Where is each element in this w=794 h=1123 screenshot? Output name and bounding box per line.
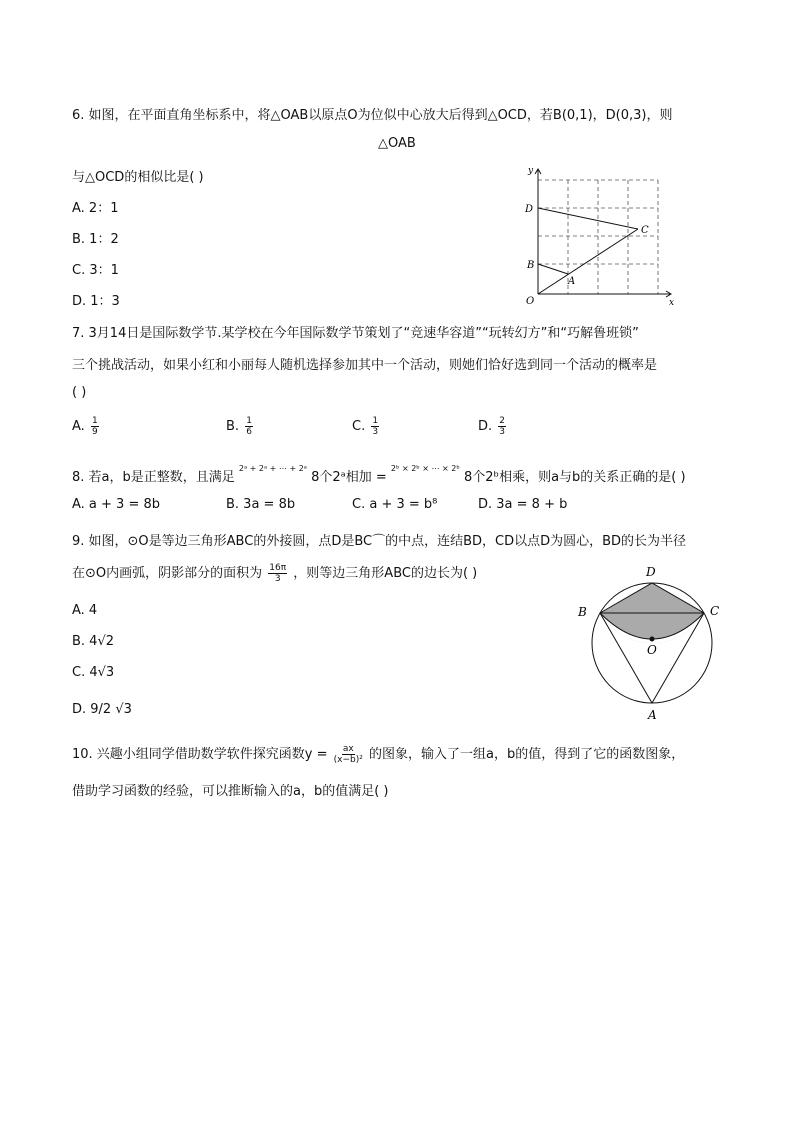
q9-line2-post: ，则等边三角形ABC的边长为( ) (293, 566, 478, 581)
q9-line2 (72, 562, 477, 584)
q9-option-a: A. 4 (72, 603, 98, 618)
q8-option-a: A. a + 3 = 8b (72, 497, 161, 512)
q6-label-b: B (527, 260, 535, 271)
q8-sum-expression: 2ᵃ + 2ᵃ + ⋯ + 2ᵃ (238, 464, 307, 473)
q6-label-c: C (641, 225, 649, 236)
q7-line3: ( ) (72, 385, 87, 400)
q9-label-a: A (648, 708, 657, 722)
q6-line1: 6. 如图，在平面直角坐标系中，将△OAB以原点O为位似中心放大后得到△OCD，若B(0,1)，D(0,3)，则 (72, 108, 673, 123)
q10-line2: 借助学习函数的经验，可以推断输入的a，b的值满足( ) (72, 784, 389, 799)
q10-function-fraction: $\frac{ax}{\text{(x−b)²}}$ (333, 744, 363, 765)
q8-option-c: C. a + 3 = b⁸ (352, 497, 438, 512)
q7-option-c-label: C. (352, 419, 366, 434)
q6-option-c: C. 3：1 (72, 263, 119, 278)
q9-option-c: C. 4√3 (72, 665, 115, 680)
q8-product-expression: 2ᵇ × 2ᵇ × ⋯ × 2ᵇ (390, 464, 460, 473)
q10-line1-pre: 10. 兴趣小组同学借助数学软件探究函数y = (72, 747, 328, 762)
q9-label-d: D (646, 565, 656, 579)
q7-option-a-label: A. (72, 419, 85, 434)
q6-label-a: A (568, 276, 576, 287)
q9-figure (572, 560, 732, 725)
q8-line (72, 466, 686, 485)
q6-line2: △OAB (378, 136, 416, 151)
q10-line1 (72, 743, 684, 765)
q8-option-b: B. 3a = 8b (226, 497, 296, 512)
q9-label-b: B (578, 605, 587, 619)
q7-line2: 三个挑战活动，如果小红和小丽每人随机选择参加其中一个活动，则她们恰好选到同一个活动的概率是 (72, 358, 658, 373)
q9-line1: 9. 如图，⊙O是等边三角形ABC的外接圆，点D是BC⌒的中点，连结BD，CD以点D为圆心，BD的长为半径 (72, 534, 687, 549)
q6-figure (520, 162, 680, 307)
q7-option-a (72, 416, 101, 437)
q8-prefix: 8. 若a，b是正整数，且满足 (72, 470, 235, 485)
q7-option-c (352, 416, 381, 437)
q7-option-b-fraction: $\frac{1}{6}$ (246, 416, 252, 437)
q6-label-x: x (669, 298, 675, 307)
q6-option-b: B. 1：2 (72, 232, 119, 247)
q6-label-o: O (526, 296, 535, 307)
q9-line2-pre: 在⊙O内画弧，阴影部分的面积为 (72, 566, 263, 581)
q6-label-y: y (528, 166, 534, 176)
q10-line1-post: 的图象，输入了一组a，b的值，得到了它的函数图象， (369, 747, 685, 762)
q7-option-c-fraction: $\frac{1}{3}$ (372, 416, 379, 437)
q9-option-b: B. 4√2 (72, 634, 115, 649)
q7-line1: 7. 3月14日是国际数学节.某学校在今年国际数学节策划了“竞速华容道”“玩转幻方”和“巧解鲁班锁” (72, 326, 639, 341)
q8-suffix: 8个2ᵇ相乘，则a与b的关系正确的是( ) (463, 470, 686, 485)
q9-label-o: O (647, 643, 657, 657)
q6-label-d: D (525, 204, 534, 215)
q6-option-a: A. 2：1 (72, 201, 119, 216)
q9-option-d: D. 9/2 √3 (72, 702, 132, 717)
q7-option-a-fraction: $\frac{1}{9}$ (91, 416, 98, 437)
q9-label-c: C (710, 604, 720, 618)
q6-option-d: D. 1：3 (72, 294, 120, 309)
q8-mid: 8个2ᵃ相加 = (311, 470, 387, 485)
q7-option-b-label: B. (226, 419, 240, 434)
q7-option-b (226, 416, 255, 437)
q7-option-d (478, 416, 508, 437)
q8-option-d: D. 3a = 8 + b (478, 497, 568, 512)
q7-option-d-fraction: $\frac{2}{3}$ (499, 416, 506, 437)
q9-area-fraction: $\frac{16\pi}{3}$ (269, 563, 287, 584)
q7-option-d-label: D. (478, 419, 493, 434)
q6-line3: 与△OCD的相似比是( ) (72, 170, 204, 185)
